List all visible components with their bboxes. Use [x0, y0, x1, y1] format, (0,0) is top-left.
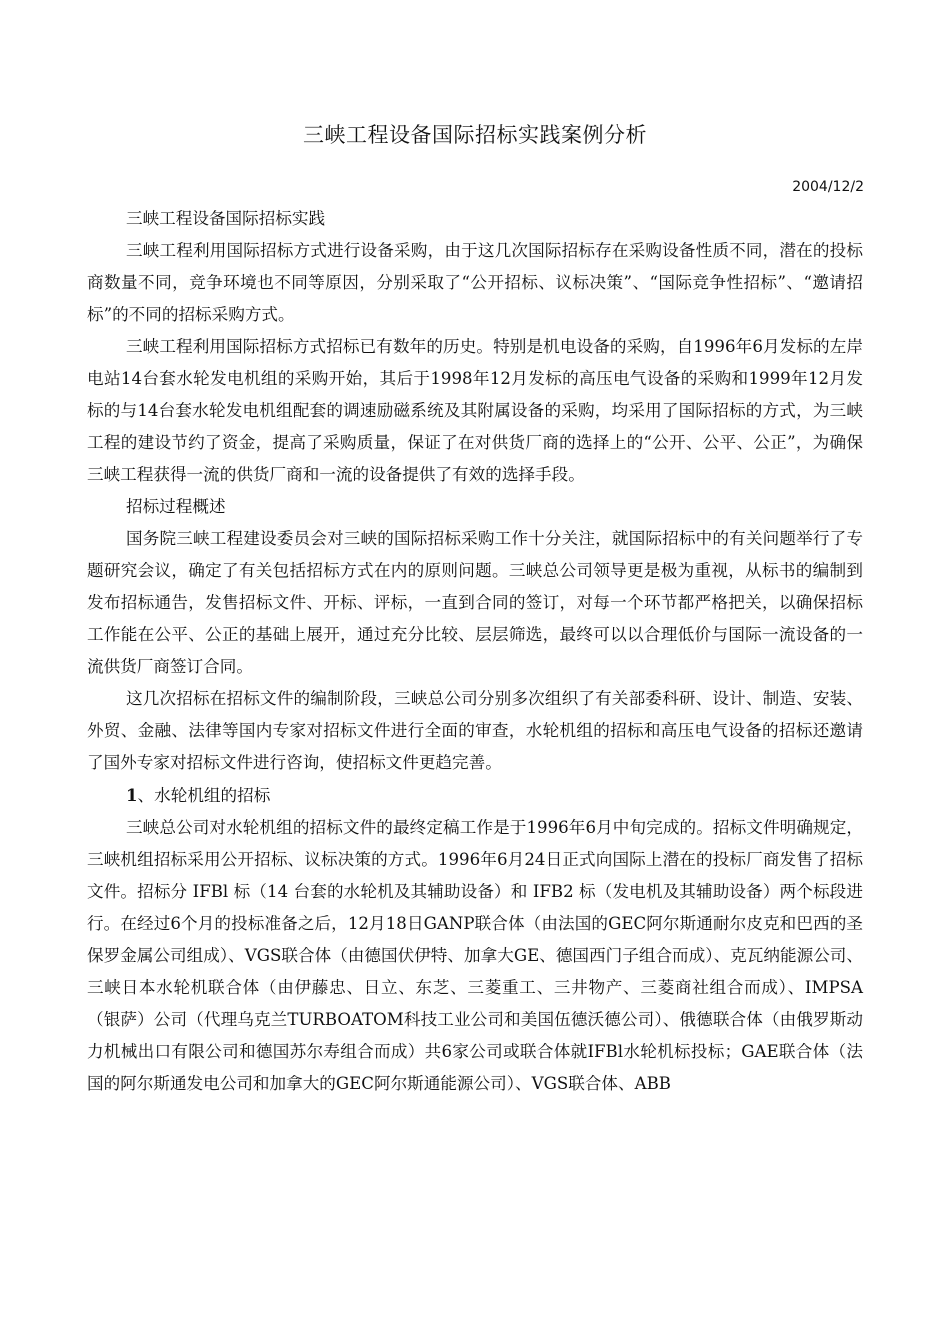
document-body [87, 203, 863, 1100]
document-title: 三峡工程设备国际招标实践案例分析 [303, 123, 647, 147]
section-number: 1 [126, 785, 138, 805]
paragraph-history: 三峡工程利用国际招标方式招标已有数年的历史。特别是机电设备的采购，自1996年6月发标的左岸电站14台套水轮发电机组的采购开始，其后于1998年12月发标的高压电气设备的采购和1999年12月发标的与14台套水轮发电机组配套的调速励磁系统及其附属设备的采购，均采用了国际招标的方式，为三峡工程的建设节约了资金，提高了采购质量，保证了在对供货厂商的选择上的“公开、公平、公正”，为确保三峡工程获得一流的供货厂商和一流的设备提供了有效的选择手段。 [87, 337, 863, 484]
paragraph-turbine-bidding: 三峡总公司对水轮机组的招标文件的最终定稿工作是于1996年6月中旬完成的。招标文件明确规定，三峡机组招标采用公开招标、议标决策的方式。1996年6月24日正式向国际上潜在的投标厂商发售了招标文件。招标分 IFBl 标（14 台套的水轮机及其辅助设备）和 IFB2 标（发电机及其辅助设备）两个标段进行。在经过6个月的投标准备之后，12月18日GANP联合体（由法国的GEC阿尔斯通耐尔皮克和巴西的圣保罗金属公司组成）、VGS联合体（由德国伏伊特、加拿大GE、德国西门子组合而成）、克瓦纳能源公司、三峡日本水轮机联合体（由伊藤忠、日立、东芝、三菱重工、三井物产、三菱商社组合而成）、IMPSA（银萨）公司（代理乌克兰TURBOATOM科技工业公司和美国伍德沃德公司）、俄德联合体（由俄罗斯动力机械出口有限公司和德国苏尔寿组合而成）共6家公司或联合体就IFBl水轮机标投标；GAE联合体（法国的阿尔斯通发电公司和加拿大的GEC阿尔斯通能源公司）、VGS联合体、ABB [87, 818, 863, 1093]
document-date: 2004/12/2 [792, 179, 864, 195]
paragraph-drafting: 这几次招标在招标文件的编制阶段，三峡总公司分别多次组织了有关部委科研、设计、制造、安装、外贸、金融、法律等国内专家对招标文件进行全面的审查，水轮机组的招标和高压电气设备的招标还邀请了国外专家对招标文件进行咨询，使招标文件更趋完善。 [87, 689, 863, 772]
section-heading-turbine [87, 779, 863, 812]
section-title: 、水轮机组的招标 [137, 786, 271, 805]
paragraph-state-council: 国务院三峡工程建设委员会对三峡的国际招标采购工作十分关注，就国际招标中的有关问题举行了专题研究会议，确定了有关包括招标方式在内的原则问题。三峡总公司领导更是极为重视，从标书的编制到发布招标通告，发售招标文件、开标、评标，一直到合同的签订，对每一个环节都严格把关，以确保招标工作能在公平、公正的基础上展开，通过充分比较、层层筛选，最终可以以合理低价与国际一流设备的一流供货厂商签订合同。 [87, 529, 863, 676]
section-heading-overview: 招标过程概述 [126, 497, 226, 516]
section-heading-practice: 三峡工程设备国际招标实践 [126, 209, 326, 228]
paragraph-intro: 三峡工程利用国际招标方式进行设备采购，由于这几次国际招标存在采购设备性质不同，潜在的投标商数量不同，竞争环境也不同等原因，分别采取了“公开招标、议标决策”、“国际竞争性招标”、“邀请招标”的不同的招标采购方式。 [87, 241, 863, 324]
